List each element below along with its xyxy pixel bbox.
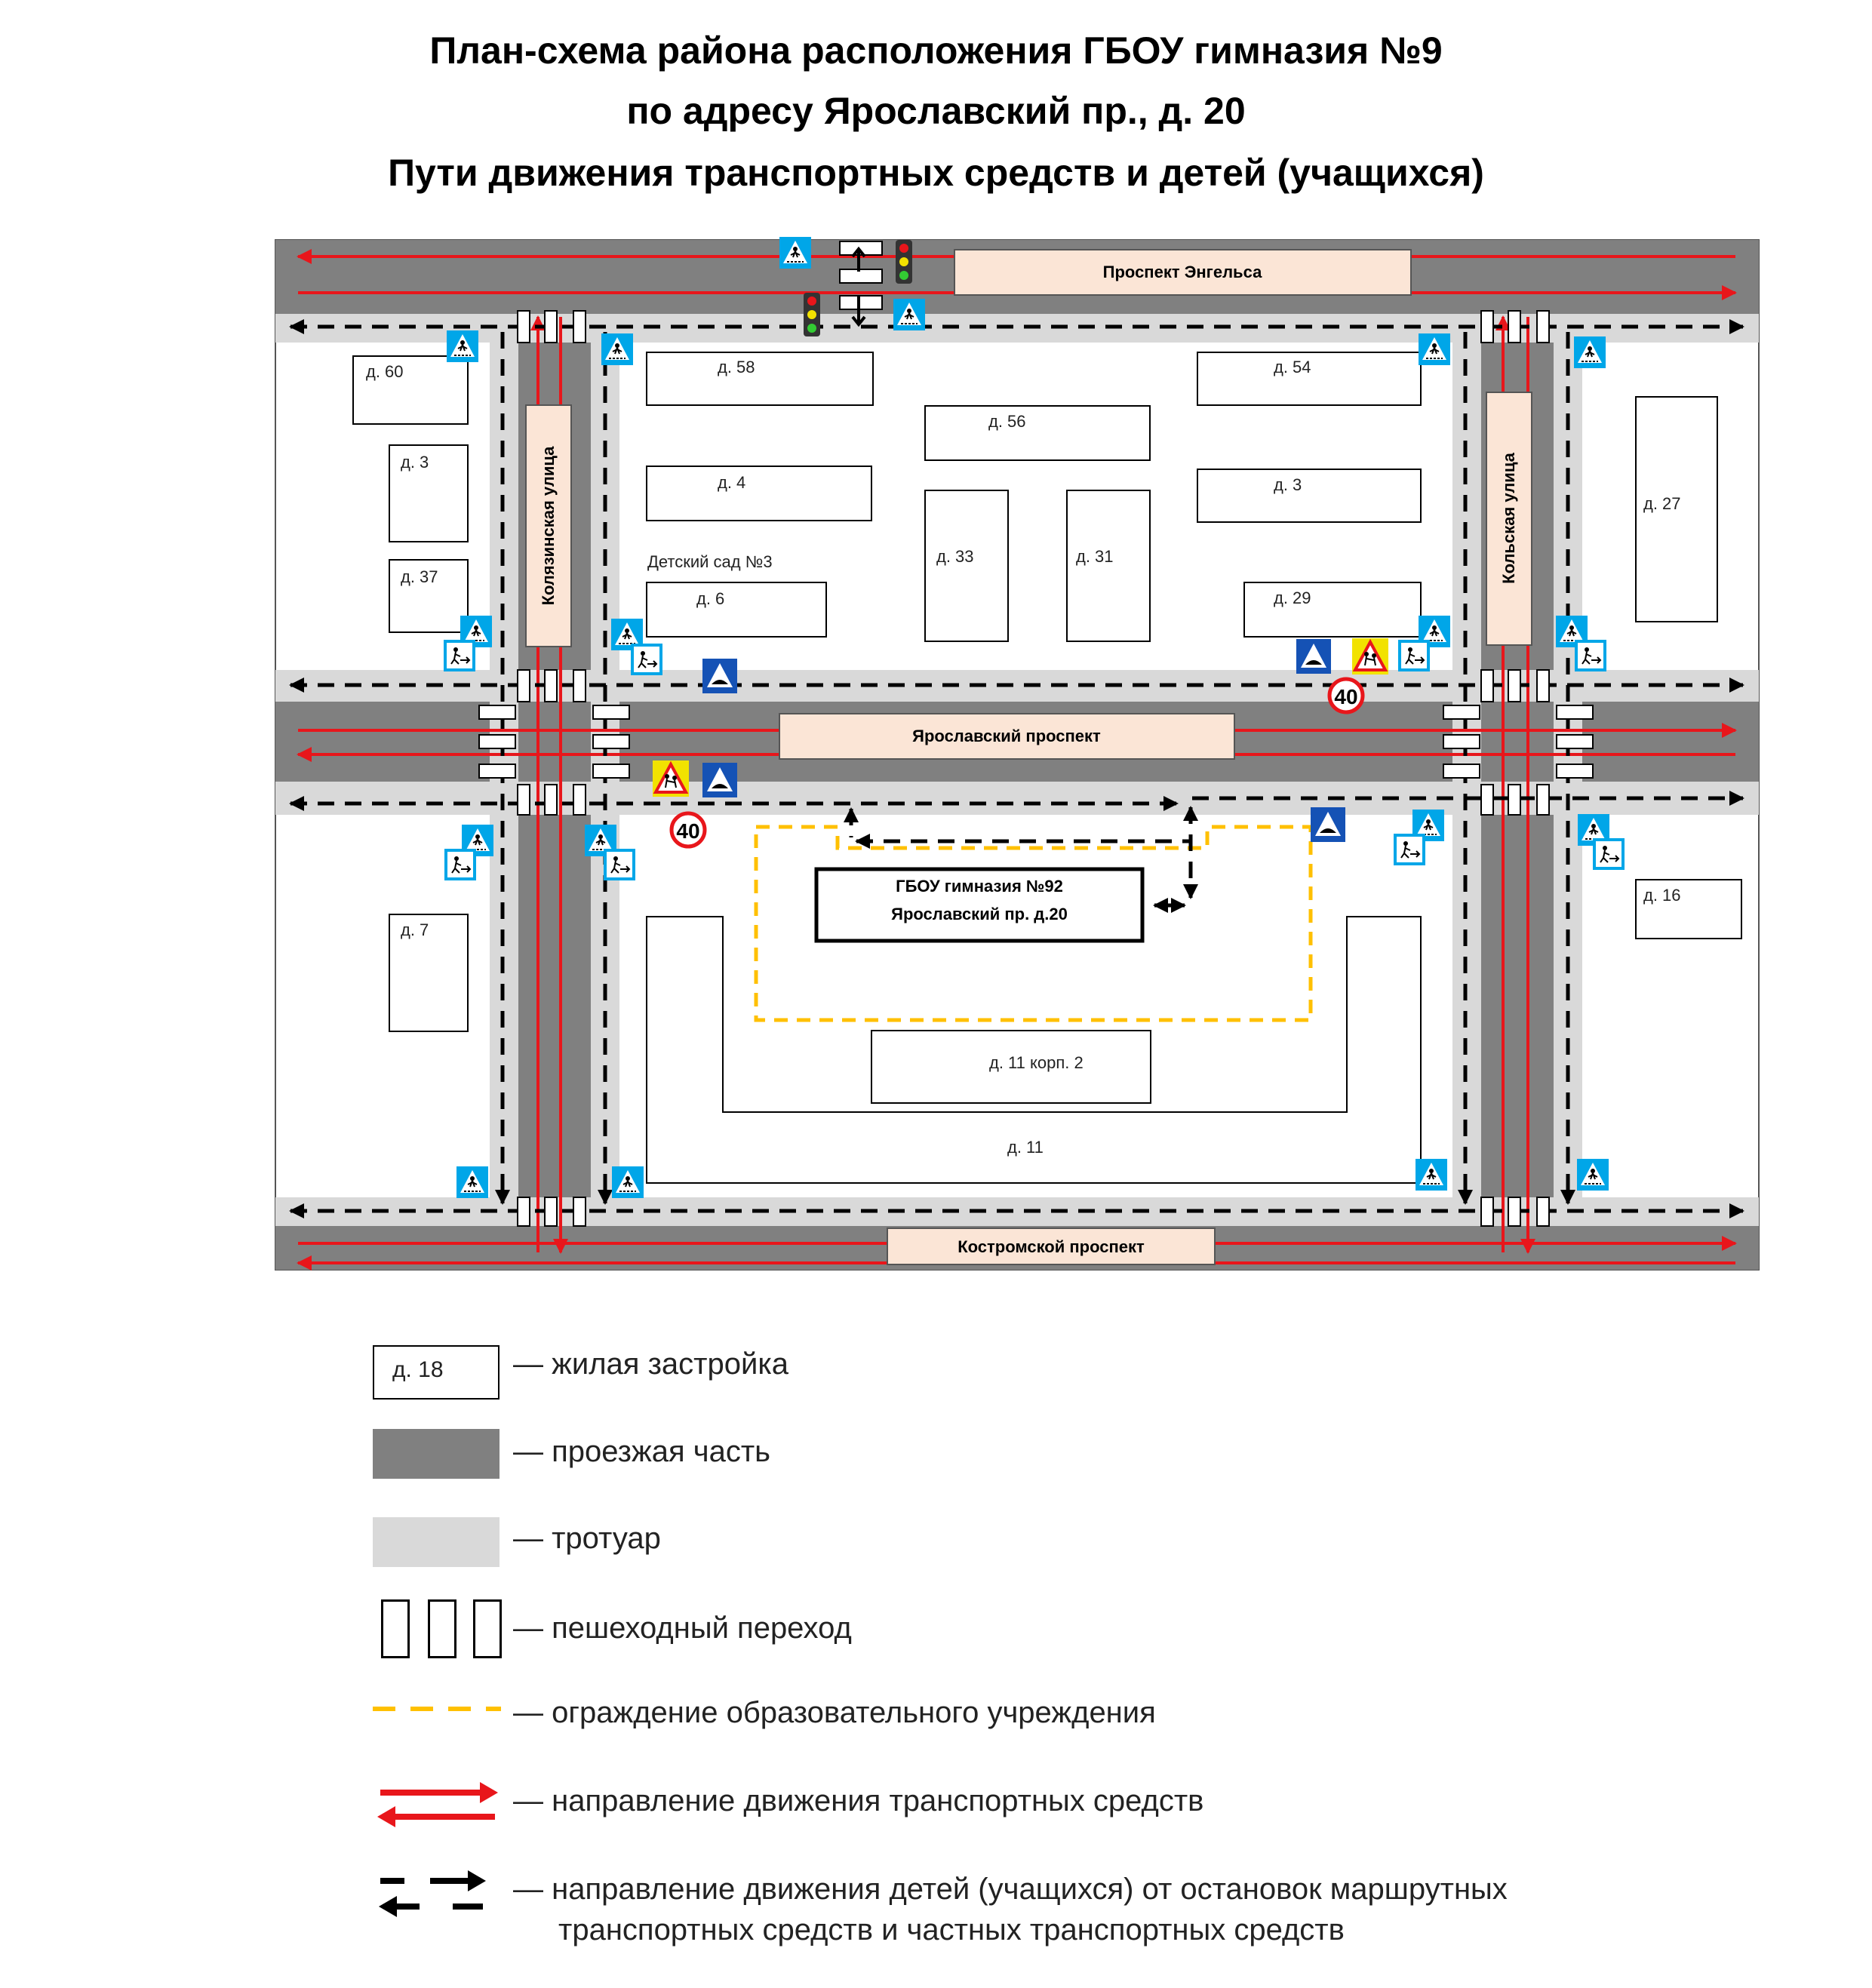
building-label: д. 60	[366, 362, 404, 381]
building-label: д. 11	[1007, 1138, 1044, 1157]
building-label: д. 56	[988, 412, 1026, 431]
building-label: д. 58	[718, 358, 755, 376]
legend-children-sample	[377, 1867, 490, 1920]
traffic-light-icon	[896, 240, 912, 284]
pedestrian-crossing-sign-icon	[893, 299, 925, 330]
building-label: д. 29	[1274, 588, 1311, 607]
building-31	[1067, 490, 1150, 641]
speed-bump-sign-icon	[702, 659, 737, 693]
speed-limit-value: 40	[1334, 685, 1358, 708]
building-label: д. 54	[1274, 358, 1311, 376]
children-warning-sign-icon	[1352, 638, 1388, 674]
street-label-yaroslavsky: Ярославский проспект	[912, 727, 1101, 745]
legend-roadway-sample	[373, 1429, 500, 1479]
pedestrian-direction-sign-icon	[631, 644, 662, 675]
street-label-engels: Проспект Энгельса	[1102, 263, 1262, 281]
legend-fence-sample	[373, 1701, 501, 1716]
school-label-line-2: Ярославский пр. д.20	[891, 905, 1068, 923]
speed-limit-sign-icon	[672, 813, 705, 847]
pedestrian-crossing-sign-icon	[447, 330, 478, 362]
building-label: д. 37	[401, 567, 438, 586]
pedestrian-crossing-sign-icon	[1419, 333, 1450, 365]
pedestrian-crossing-sign-icon	[601, 333, 633, 365]
legend-house-sample-label: д. 18	[392, 1357, 444, 1382]
pedestrian-crossing-sign-icon	[1574, 336, 1606, 368]
street-label-kostromskoy: Костромской проспект	[958, 1237, 1145, 1256]
legend-children-label-2: транспортных средств и частных транспортных средств	[558, 1913, 1345, 1947]
pedestrian-direction-sign-icon	[444, 640, 475, 671]
children-warning-sign-icon	[653, 760, 689, 797]
legend-traffic-sample	[377, 1779, 498, 1832]
pedestrian-direction-sign-icon	[444, 849, 476, 880]
legend-crossing-label: — пешеходный переход	[513, 1612, 852, 1645]
building-4	[647, 466, 871, 521]
title-line-1: План-схема района расположения ГБОУ гимназия №9	[429, 29, 1443, 72]
legend-crossing-sample	[381, 1599, 502, 1660]
building-58	[647, 352, 873, 405]
pedestrian-direction-sign-icon	[604, 849, 635, 880]
legend-sidewalk-sample	[373, 1517, 500, 1567]
legend-traffic-label: — направление движения транспортных средств	[513, 1784, 1204, 1817]
pedestrian-crossing-sign-icon	[779, 237, 811, 269]
legend-roadway-label: — проезжая часть	[513, 1435, 770, 1468]
kindergarten-label: Детский сад №3	[647, 552, 773, 571]
building-label: д. 4	[718, 473, 746, 492]
building-label: д. 33	[936, 547, 974, 566]
traffic-light-icon	[804, 293, 820, 336]
pedestrian-crossing-sign-icon	[1577, 1159, 1609, 1191]
building-33	[925, 490, 1008, 641]
building-label: д. 3	[1274, 475, 1302, 494]
legend-sidewalk-label: — тротуар	[513, 1522, 661, 1555]
building-label: д. 11 корп. 2	[989, 1053, 1084, 1072]
street-label-kolskaya: Кольская улица	[1499, 453, 1518, 584]
pedestrian-direction-sign-icon	[1394, 834, 1425, 865]
title-line-3: Пути движения транспортных средств и детей (учащихся)	[388, 152, 1484, 194]
speed-bump-sign-icon	[1296, 639, 1331, 674]
building-label: д. 3	[401, 453, 429, 472]
legend-housing-label: — жилая застройка	[513, 1347, 788, 1381]
building-label: д. 7	[401, 920, 429, 939]
pedestrian-direction-sign-icon	[1593, 838, 1625, 870]
building-56	[925, 406, 1150, 460]
school-label-line-1: ГБОУ гимназия №92	[896, 877, 1063, 896]
speed-limit-sign-icon	[1329, 679, 1363, 712]
pedestrian-crossing-sign-icon	[456, 1166, 488, 1198]
building-label: д. 31	[1076, 547, 1114, 566]
building-29	[1244, 582, 1421, 637]
legend-housing-sample	[373, 1345, 500, 1400]
legend-children-label-1: — направление движения детей (учащихся) от остановок маршрутных	[513, 1873, 1508, 1906]
pedestrian-direction-sign-icon	[1398, 640, 1430, 671]
title-line-2: по адресу Ярославский пр., д. 20	[626, 90, 1246, 132]
building-label: д. 27	[1643, 494, 1681, 513]
speed-bump-sign-icon	[702, 763, 737, 797]
building-3-east	[1197, 469, 1421, 522]
building-6	[647, 582, 826, 637]
speed-limit-value: 40	[676, 819, 700, 843]
pedestrian-crossing-sign-icon	[612, 1166, 644, 1198]
pedestrian-crossing-sign-icon	[1416, 1159, 1447, 1191]
building-label: д. 6	[696, 589, 725, 608]
street-label-kolyazinskaya: Колязинская улица	[539, 446, 558, 606]
legend-fence-label: — ограждение образовательного учреждения	[513, 1696, 1156, 1729]
pedestrian-direction-sign-icon	[1575, 640, 1606, 671]
speed-bump-sign-icon	[1311, 807, 1345, 842]
building-label: д. 16	[1643, 886, 1681, 905]
